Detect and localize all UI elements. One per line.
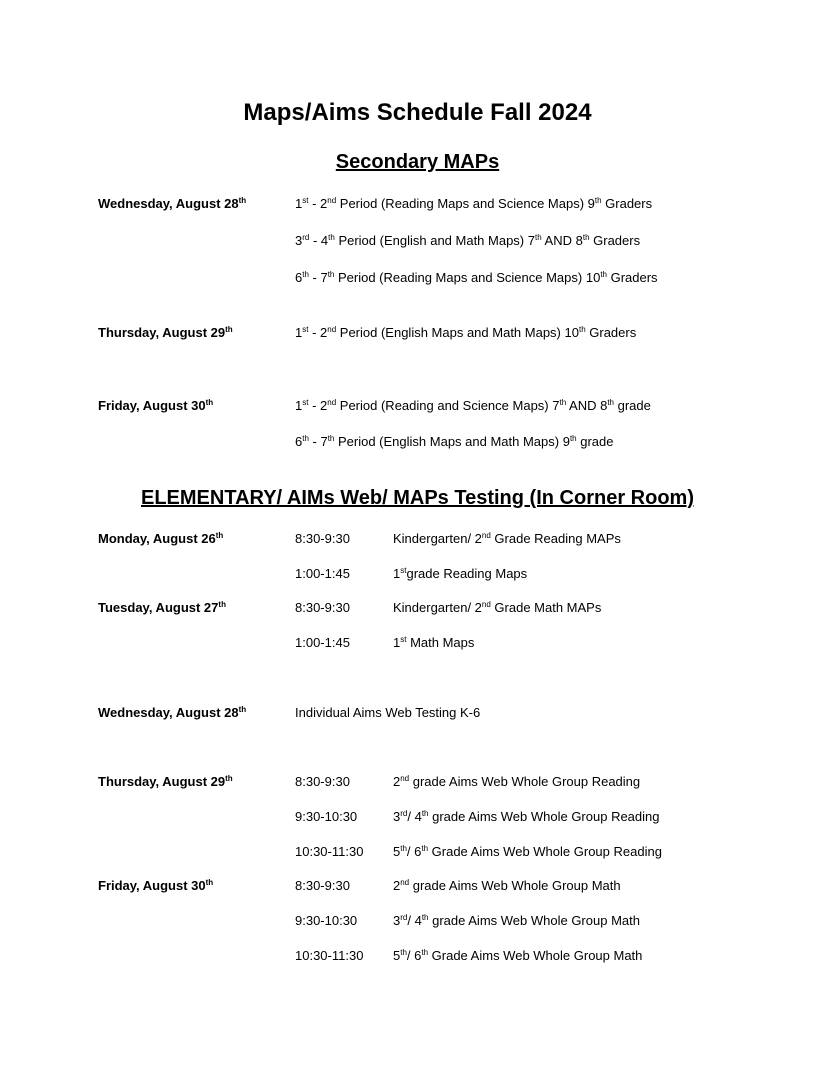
secondary-date-friday: Friday, August 30th	[98, 398, 214, 413]
elementary-desc: Kindergarten/ 2nd Grade Math MAPs	[393, 600, 602, 615]
elementary-date-monday: Monday, August 26th	[98, 531, 224, 546]
elementary-time: 8:30-9:30	[295, 878, 350, 893]
elementary-desc: 5th/ 6th Grade Aims Web Whole Group Reading	[393, 844, 662, 859]
elementary-desc: 2nd grade Aims Web Whole Group Math	[393, 878, 621, 893]
elementary-date-friday: Friday, August 30th	[98, 878, 214, 893]
elementary-time: 1:00-1:45	[295, 566, 350, 581]
elementary-time: 8:30-9:30	[295, 531, 350, 546]
elementary-note: Individual Aims Web Testing K-6	[295, 705, 481, 720]
secondary-line: 1st - 2nd Period (Reading Maps and Science Maps) 9th Graders	[295, 196, 653, 211]
elementary-time: 8:30-9:30	[295, 600, 350, 615]
elementary-time: 10:30-11:30	[295, 844, 364, 859]
secondary-line: 3rd - 4th Period (English and Math Maps) 7th AND 8th Graders	[295, 233, 641, 248]
elementary-time: 9:30-10:30	[295, 913, 358, 928]
secondary-line: 1st - 2nd Period (English Maps and Math Maps) 10th Graders	[295, 325, 637, 340]
elementary-time: 9:30-10:30	[295, 809, 358, 824]
elementary-heading: ELEMENTARY/ AIMs Web/ MAPs Testing (In Corner Room)	[141, 487, 694, 509]
secondary-line: 1st - 2nd Period (Reading and Science Maps) 7th AND 8th grade	[295, 398, 651, 413]
page-title: Maps/Aims Schedule Fall 2024	[243, 99, 592, 126]
elementary-desc: 3rd/ 4th grade Aims Web Whole Group Reading	[393, 809, 660, 824]
elementary-desc: 1st Math Maps	[393, 635, 475, 650]
elementary-desc: Kindergarten/ 2nd Grade Reading MAPs	[393, 531, 621, 546]
elementary-date-wednesday: Wednesday, August 28th	[98, 705, 247, 720]
elementary-time: 10:30-11:30	[295, 948, 364, 963]
elementary-desc: 2nd grade Aims Web Whole Group Reading	[393, 774, 641, 789]
secondary-line: 6th - 7th Period (English Maps and Math Maps) 9th grade	[295, 434, 614, 449]
secondary-heading: Secondary MAPs	[335, 151, 500, 173]
elementary-desc: 5th/ 6th Grade Aims Web Whole Group Math	[393, 948, 643, 963]
secondary-date-thursday: Thursday, August 29th	[98, 325, 233, 340]
elementary-desc: 3rd/ 4th grade Aims Web Whole Group Math	[393, 913, 640, 928]
elementary-date-thursday: Thursday, August 29th	[98, 774, 233, 789]
elementary-time: 8:30-9:30	[295, 774, 350, 789]
elementary-time: 1:00-1:45	[295, 635, 350, 650]
secondary-line: 6th - 7th Period (Reading Maps and Science Maps) 10th Graders	[295, 270, 658, 285]
elementary-desc: 1stgrade Reading Maps	[393, 566, 528, 581]
elementary-date-tuesday: Tuesday, August 27th	[98, 600, 226, 615]
secondary-date-wednesday: Wednesday, August 28th	[98, 196, 247, 211]
